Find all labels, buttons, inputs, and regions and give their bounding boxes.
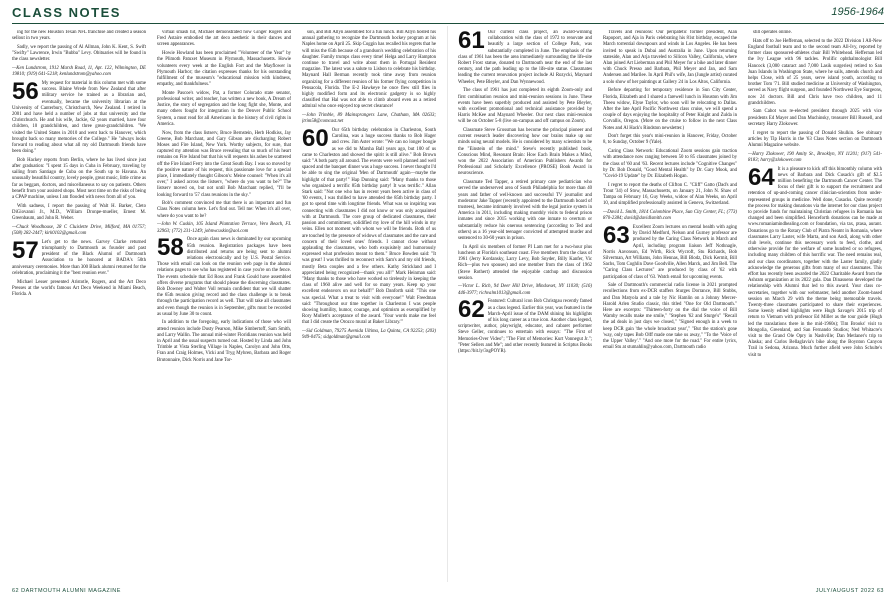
note-paragraph (157, 51, 291, 88)
note-paragraph (12, 77, 146, 155)
column-1 (12, 30, 146, 582)
note-paragraph (157, 131, 291, 199)
note-text: Featured: Cultural icon Bob Christgau recently famed as a class legend. Earlier this year, was featured in the March-April issue of the DAM shining his highlights of his long career as a true icon. Another class legend, scriptwriter, author, playwright, educator, and cabaret performer Steve Geller, continues to entertain with essays: "The First of Memories-Over Video"; "The First of Memories: Kurt Vonnegut Jr."; "Peter Sellers and Me"; and other recently featured in Scriptus Books (https://bit.ly/3sgPOYR). (458, 299, 592, 354)
note-signature (302, 113, 436, 125)
note-text: Bob's comment convinced me that there is an important and fun Class Notes column here. Let's find out. Tell me: When it's all over, where do you want to be? (157, 201, 291, 219)
note-text: In April six members of former PI Lam met for a two-hour plus luncheon at Florida's southeast coast. Five members from the class of 1961 (Jerry Kordansky, Larry Levy, Bob Snyder, Billy Kanfer, Vic Rich—plus two spouses) and one member from the class of 1962 (Steve Rothert) attended the enjoyable catchup and discussion session. (458, 244, 592, 281)
note-paragraph (603, 221, 737, 281)
note-text: —Ken Lundstrom, 1912 Marsh Road, 11, Apt. 122, Wilmington, DE 19810; (919) 641-5218; kenlundstrom@yahoo.com (12, 66, 146, 78)
note-text: Excellent Zoom lectures on mental health with aging by David Medford, Nelson and Gurney professor are produced by the Caring Class Network in March and April, including program liaison Jeff Nothnagle, Norris Aavonson, Ed Wirth, Rick Wycroft, Stu Richards, Bob Silverman, Art Williams, John Hennas, Bill Blodz, Dick Kermit, Bill Sachs, Tom Coghlin Dave Goodville, Allen Marck, and Jim Bell. The "Caring Class Lectures" are produced by class of '62 with participation of class of '63. Watch email for upcoming events. (603, 224, 737, 280)
column-6 (748, 30, 882, 582)
note-text: —Harry Zlokower, 190 Amity St., Brooklyn, NY 11201; (917) 541-8183; harry@zlokower.com (748, 151, 882, 163)
note-text: I regret to report the passing of Donald Shulkin. See obituary articles by Tip Harris in the '63 Class Notes section on Dartmouth Alumni Magazine website. (748, 130, 882, 148)
note-paragraph (157, 320, 291, 363)
note-paragraph (157, 30, 291, 49)
note-paragraph (12, 280, 146, 299)
note-paragraph (302, 30, 436, 111)
note-text: Michael Lesser presented Aristotle, Rogers, and the Art Deco Presses at the world's famous Art Deco Weekend in Miami Beach, Florida. A (12, 279, 146, 297)
note-paragraph (603, 30, 737, 86)
note-paragraph (748, 39, 882, 107)
note-signature (603, 210, 737, 222)
note-text: —John Trimble, 89 Mainsprangers Lane, Chatham, MA 02633; jtrim58@comcast.net (302, 113, 436, 125)
footer-right: JULY/AUGUST 2022 63 (815, 588, 884, 594)
note-paragraph (748, 30, 882, 36)
note-signature (12, 66, 146, 78)
note-paragraph (458, 88, 592, 125)
class-year-numeral: 61 (458, 30, 485, 54)
section-title: CLASS NOTES (12, 5, 121, 20)
note-text: Sam Cabot was re-elected president through 2025 with vice presidents Ed Mayer and Dan Muchinsky, treasurer Bill Russell, and secretary Harry Zlokower. (748, 109, 882, 127)
note-text: —Victor L. Rich, 94 Deer Hill Drive, Mindseset, NY 11030; (516) 446-3977; richvalm1013@gmail.com (458, 284, 592, 296)
note-signature (748, 152, 882, 164)
note-paragraph (603, 183, 737, 208)
note-text: Don't forget this year's mini-reunion in Hanover, Friday, October 8, to Sunday, October 9 (Yale). (603, 134, 737, 146)
note-text: Classmate Steve Grossman has become the principal pioneer and current research leader discovering how our brains make up our minds using neural models. He is considered by many scientists to be the "Einstein of the mind." Steve's recently published book, Conscious Mind, Resonant Brain: How Each Brain Makes a Mind, won the 2022 Association of American Publishers Awards for Professional and Scholarly Excellence (PROSE) Book Award in neuroscience. (458, 128, 592, 177)
note-text: —David L. Smith, 1814 Colombine Place, Sun City Center, FL; (773) 870-2384; david@davidlsmith.com (603, 209, 737, 222)
class-year-numeral: 64 (748, 163, 775, 191)
class-year-numeral: 56 (12, 77, 39, 105)
note-paragraph (12, 45, 146, 64)
note-text: ing for the new Houston Texan NFL franchise and created a season sellout in two years. (12, 30, 146, 42)
note-text: still operates online. (753, 30, 792, 35)
class-year-numeral: 63 (603, 221, 630, 249)
note-paragraph (748, 109, 882, 128)
note-text: Sale of Dartmouth's commercial radio license in 2021 prompted recollections from ex-DCR staffers Sturges Dorrance, Bill Stubbs, and Dan Matyola and a tale by Nic Hamlin on a Johnny Mercer-Harold Arlen Studio classic, this titled "One for Old Dartmouth." Here are excerpts: "Thirteen-forty on the dial the voice of Bill Wamby recalls make me smile," "Stephen '62 and Sturge's" "Recall the ad deals in just days we closed," "Signed enough in a week to keep DCR gain 'the whole broadcast year'," "But the station's gone 'way, only tapes Bob Olff made one take us away," "To the 'Voice of the Upper Valley'." "And one more for the road." For entire lyrics, email Stu at stumahlin@yahoo.com, Dartmouth radio (603, 283, 737, 351)
class-year-numeral: 58 (157, 234, 184, 262)
note-text: son, and Bill Allyn assembled for a fun lunch. Bill Allyn hosted his annual gathering to recognize the Dartmouth hockey program at his Naples home on April 25. Skip Coggin has recalled his regrets that he will miss the 65th because of a grandson's wedding celebration of his daughter. Family trumps class every time! Helga and Larry Hampton continue to travel and write about them in Portugal Resident magazine. The latest was a salute to Lisbon to celebrate his birthday. Maynard Hall Berman recently took time away from reunion organizing for a different reunion of his former flying competition in Pensacola, Florida. The E-2 Hawkeye he once flew still flies in highly modified form and its electronic gadgetry is so highly classified that Hal was not able to climb aboard even as a retired admiral who once enjoyed top secret clearance! (302, 30, 436, 110)
note-paragraph (458, 296, 592, 355)
note-text: Before departing for temporary residence in Sun City Center, Florida, Elizabeth and I shared a farewell lunch in Houston with Jim Theeu widow, Elyse Taylor, who soon will be relocating to Dallas. After the late April Pacific Northwest class cruise, we will spend a couple of days enjoying the hospitality of Peter Knight and Zulda in Corvallis, Oregon. (More on the cruise to follow in the next Class Notes and Al Hack's Rindston newsletter.) (603, 88, 737, 131)
note-signature (12, 225, 146, 237)
note-paragraph (157, 91, 291, 128)
note-paragraph (458, 180, 592, 242)
note-paragraph (458, 30, 592, 86)
column-2 (157, 30, 291, 582)
note-text: In addition to the foregoing, early indications of those who will attend reunion include Dusty Pearson, Mike Simbertoff, Sam Smith, and Larry Wallin. The annual mid-winter Floridians reunion was held in April and the usual suspects turned out. Hosted by Linda and John Trimble at Vista Sterling Village in Naples, Carolyn and John Otts, Fran and Craig Holmes, Vicki and Tryg Myhren, Barbara and Roger Brutonnaire, Dick Norris and Jane Tor- (157, 320, 291, 363)
note-paragraph (12, 158, 146, 201)
note-text: Our current class project, an award-winning collaboration with the class of 1972 to renovate and beautify a large section of College Park, was substantially completed in June. The emphasis of the class of 1961 has been the area immediately surrounding the life-site Robert Frost statue, donated to Dartmouth near the end of the last century, and the path leading up to the life-site statue. Classmates leading the current renovation project include Al Rozycki, Maynard Wheeler, Pete Bleyler, and Dan Wynnewood. (458, 30, 592, 85)
class-years-range: 1956-1964 (831, 6, 884, 18)
note-text: Now, from the class listserv, Bruce Bernstein, Herb Hodkiss, Jay Greene, Bob Marchant, and Gary Gibson are discharging Robert Moses and Fire Island, New York. Worthy subjects, for sure, that captured my attention was Bruce revealing that so much of his heart remains on Fire Island but that his will requests his ashes be scattered off the Fire Island Ferry into the Great South Bay. I was so moved by the positive nature of his request, this passionate love for a special place, I immediately thought Gibson's: Meine counsel: "When it's all over," I asked across the listserv, "where do you want to be?" The listserv moved on, but not until Bob Marchant replied, "I'll be looking forward to '57 class reunions in the sky." (157, 130, 291, 198)
note-text: —John W. Cuskin, 105 Island Plantation Terrace, Vero Beach, FL 32963; (772) 231-1249; johnwcuskin@aol.com (157, 222, 291, 234)
footer-left: 62 DARTMOUTH ALUMNI MAGAZINE (12, 588, 121, 594)
note-text: Hats off to Joe Heffernan, selected to the 2022 Division I All-New England football team and to the second team All-Ivy, reported by former class sponsored-athletes chair Bill Whitehead. Heffernan led the Ivy League with 96 tackles. Prolific ophthalmologist Bill Hancock (3,000 cataract and 7,000 Lasik surgeries) retired to San Juan Islands in Washington State, where he sails, attends church and helps Close, with of 25 years, serve island youth, according to brother Tom '71. Bill studied medicine at University of Washington, served as Navy flight surgeon, and founded Northwest Eye Surgeons, now 24 doctors. Bill and Chris have two children, and 11 grandchildren. (748, 38, 882, 106)
header-rule (12, 23, 884, 24)
note-text: The class of 1961 has just completed its eighth Zoom-only and first combination reunion and mini-reunion sessions in June. These events have been superbly produced and assisted by Pete Bleyler, with excellent promotional and technical assistance provided by Harris McKee and Maynard Wheeler. Our next class mini-reunion will be on October 5-8 (live on-campus and off campus on Zoom). (458, 88, 592, 125)
page-footer (0, 584, 896, 600)
note-paragraph (603, 88, 737, 131)
column-5 (603, 30, 737, 582)
column-3 (302, 30, 436, 582)
note-text: Once again class news is dominated by our upcoming 65th reunion. Registration packages have been distributed and returns are being sent to alumni relations electronically and by U.S. Postal Service. Those with email can look on the reunion web page in the alumni relations pages to see who has registered in case you're on the fence. The events schedule that Ed Ross and Frank Gould have assembled offers diverse programs that should please the discerning classmates. Bob Downey and Walter Voll remain confident that we will shatter the 65th reunion giving record and the class challenge is to break through the participation record as well. That will take all classmates and even though the reunion is in September, gifts must be recorded as usual by June 30 to count. (157, 237, 291, 317)
note-paragraph (12, 236, 146, 277)
note-text: —Sid Goldman, 79275 Avenida Ultima, La Quinta, CA 92253; (203) 949-0475; sidgoldman@gmail.com (302, 329, 436, 341)
note-text: Howie Howland has been proclaimed "Volunteer of the Year" by the Plimoth Patuxet Museum in Plymouth, Massachusetts. Howie volunteers every week at the English Fort and the Mayflower in Plymouth Harbor; the citation expresses thanks for his outstanding fulfillment of the museum's "educational mission with kindness, empathy, and thankfulness." (157, 51, 291, 88)
note-paragraph (603, 134, 737, 146)
note-text: Our 65th birthday celebration in Charleston, South Carolina, was a huge success thanks to Bob Hager and crew. Jim Aster wrote: "We can no longer boogie as we did to Marsha Ball years ago, but 100 of us came to Charleston and showed the spirit is still alive." Bob Brown said: "A both party all around. The events were well planned and well spaced and the banquet dinner was a huge success. I never thought I'd be able to sing the original 'Men of Dartmouth' again—maybe the highlight of that party!" Hap Dunning said: "Many thanks to those who organized a terrific 85th birthday party! It was terrific." Allan Stark said: "Not one who has in recent years been active in class of '60 events, I was thrilled to have attended the 85th birthday party. I got to spend time with longtime friends. What was so inspiring was connecting with classmates I did not know or was only acquainted with at Dartmouth. The core group of dedicated classmates, their passion and commitment, solidified my love of the hill winds in my veins. Ellen not moment with whom we will be friends. Both of us are touched by the presence of widows of classmates and the care and concern of their loved ones' friends. I cannot close without applauding the classmates, who both exquisitely and humorously expressed what profession meant to them." Bruce Bowden said: "It was great! I was thrilled to reconnect with Sam's and my old friends, mostly Beta couples and a few others. Kathy Strickland and I appreciated being recognized—thank you all!" Mark Heinman said: "Many thanks to those who have worked so tirelessly in keeping the class of 1960 alive and well for so many years. Keep up your excellent endeavors on our behalf!" Bob Danforth said: "This one was special. What a treat to visit with everyone!" Walt Freedman said: "Throughout our time together in Charleston I was people showing humility, humor, courage, and optimism as exemplified by Rory Mullett's acceptance of the award. 'Your words make me feel that I did create the Orozco mural at Baker Library.'" (302, 128, 436, 326)
note-paragraph (12, 30, 146, 42)
note-signature (458, 284, 592, 296)
note-text: —Chuck Woodhouse, 28 C Cluislette Drive, Milford, MA 01757; (508) 282-2447; kirk0102@gmail.com (12, 224, 146, 237)
note-paragraph (302, 125, 436, 327)
note-text: My request for material in this column met with some success. Blaine Wrede from New Zealand that after military service he trained as a librarian and, eventually, became the university librarian at the University of Canterbury, Christchurch, New Zealand. I retired in 2001 and have held a number of jobs at that university and the Christchurch. He and his wife, Jackie, 62 years married, have four children, 10 grandchildren, and three great-grandchildren. "We visited the United States in 2010 and went back to Hanover, which brought back so many memories of the College." He "always looks forward to reading about what all my old Dartmouth friends have been doing." (12, 80, 146, 155)
note-text: virtual smash hit, Michael demonstrated how Ginger Rogers and Fred Astaire embodied the art deco aesthetic in their dances and screen appearances. (157, 30, 291, 48)
class-year-numeral: 60 (302, 125, 329, 153)
note-text: It is a pleasure to kick off this bimonthly column with news of Barbara and Dick Cusack's gift of $2.5 million benefiting the Dartmouth Cancer Center. The focus of their gift is to support the recruitment and retention of up-and-coming cancer clinician-scientists from under-represented groups in medicine. Well done, Cusacks. Quite recently the process for making donations via the internet for our class project to provide funds for maintaining Christian refugees in Romania has changed and been simplified. Henceforth donations can be made at www.romaniamindhealing.com or foundation, via tax, ptasa, aurant. Donations go to the Rotary Club of Piatra Neamt in Romania, where classmates Larry Laster, wife Marta, and son Andi, along with other club levels, continue this necessary work to feed, clothe, and otherwise provide for the welfare of some hundred or so refugees, including many children of this horrific war. The need remains real, and our class coordinators, together with the Laster family, gladly acknowledge the generous gifts from many of our classmates. This effort has recently been awarded the 2022 Charitable Award from the Ashram organization at its 2022 gala. Dan Dinasueno developed the relationship with Alumni that led to this award. Your class co-secretaries, together with our webmaster, held another Zoom-based session on March 29 with the theme being memorable travels. Twenty-three classmates participated to share their experiences. Some keenly edited highlights were Hugh Savage's 2015 trip of return to Vietnam with professor Ed Miller as the tour guide (Hugh led the translations there in the mid-1960s); Tim Brooks' visit to Mongolia, Greenland, and San Fernando Studios; Ned Whitacre's visit to the Grand Ole Opry in Nashville; Dan Metlaner's trip to Alaska; and Carlos Bellaglavia's bike along the Boynton Canyon Trail in Sedona, Arizona. Much further afield were John Schulte's visit to (748, 166, 882, 358)
note-text: Sadly, we report the passing of Al Allman, John K. Kent, S. Swift "Swifty" Lawrence, Irwin "Bubba" Levy. Obituaries will be found in the class newsletter. (12, 44, 146, 63)
note-text: Let's get to the news. Garvey Clarke returned triumphantly to Dartmouth as founder and past president of the Black Alumni of Dartmouth Association to be honored at BADA's 50th anniversary ceremonies. More than 300 Black alumni returned for the celebration, proclaiming it the "best reunion ever." (12, 239, 146, 276)
note-paragraph (157, 234, 291, 318)
class-year-numeral: 62 (458, 296, 485, 324)
note-paragraph (748, 131, 882, 150)
note-paragraph (603, 149, 737, 180)
note-text: Caring Class Network: Educational Zoom sessions gain traction with attendance now ranging between 50 to 85 classmates joined by the class of '60 and '63. Recent lectures include "Cognitive Changes" by Dr. Bob Donald, "Good Mental Health" by Dr. Gary Mook, and "Covid-19 Update" by Dr. Elizabeth Hogan. (603, 149, 737, 179)
note-text: Bob Hackey reports from Berlin, where he has lived since just after graduation: "I spent 15 days in Cuba in February, traveling by sailing from Santiago de Cuba on the South up to Havana. An unusually beautiful country, lovely people, great music, little crime as far as beggars, doctors, and miscellaneous to say on patients. Others benefit from your assisted shops. Most next time on the risks of being a CPAP machine, unless I am flooded with news from all of you. (12, 157, 146, 201)
note-paragraph (458, 128, 592, 178)
class-year-numeral: 57 (12, 236, 39, 264)
note-signature (157, 222, 291, 234)
page-gutter (447, 26, 448, 582)
note-text: With sadness, I report the passing of Walt H. Barker, Cleto DiGiovanni Jr., M.D., William Dronpe-mueller, Ernest M. Greenbaum, and John R. Weber. (12, 203, 146, 222)
note-text: Monte Pascoe's widow, Pat, a former Colorado state senator, professional writer, and teacher, has written a new book, A Dream of Justice, the story of segregation and the long fight she, Monte, and many others fought for integration in the Denver Public School System, a must read for all Americans in the history of civil rights in America. (157, 90, 291, 127)
note-paragraph (458, 245, 592, 282)
note-text: Travels and reunions: Our peripatetic former president, Alan Rapoport, and Aja in Paris celebrating his 81st birthday, escaped the March torrential downpours and winds in Los Angeles. He has been invited to speak in Dubai and Australia in June. Upon returning stateside, Alan and Arja traveled to Silicon Valley, California, where Alan joined Art Lieberman and Phil Meyer for a bike and later dinner with Chuck Presso and Barbara, Phil Meyer and Jan, and Sam Andersen and Marilee. In April Phil's wife, Jan (Jungle artist) curated a solo show of her paintings at Gallery 24 in Los Altos, California. (603, 30, 737, 85)
column-4 (458, 30, 592, 582)
note-text: Classmate Ted Tapper, a retired primary care pediatrician who served the underserved area of South Philadelphia for more than 40 years and father of well-known and successful TV journalist and moderator Jake Tapper (recently appointed to the Dartmouth board of trustees), became intimately involved with the legal justice system in America in 2011, including making monthly visits to federal prison inmates and since 2015 working with one inmate to overturn or substantially reduce his onerous sentencing (according to Ted and others) as a 16 year-old teenager convicted of attempted murder and sentenced to 30-60 years in prison. (458, 180, 592, 241)
note-signature (302, 329, 436, 341)
note-paragraph (603, 283, 737, 351)
note-paragraph (748, 163, 882, 359)
note-paragraph (157, 201, 291, 220)
note-paragraph (12, 204, 146, 223)
note-text: I regret to report the deaths of Clifton C. "Cliff" Gatto (Dad's and Trout '34) of Stow, Massachusetts, on January 21, John N. Shaw of Tampa on February 16, Guy Weeks, widow of Alan Weeks, on April 10, and simplified professionally assisted in Geneva, Switzerland. (603, 182, 737, 207)
page-header (0, 0, 896, 26)
